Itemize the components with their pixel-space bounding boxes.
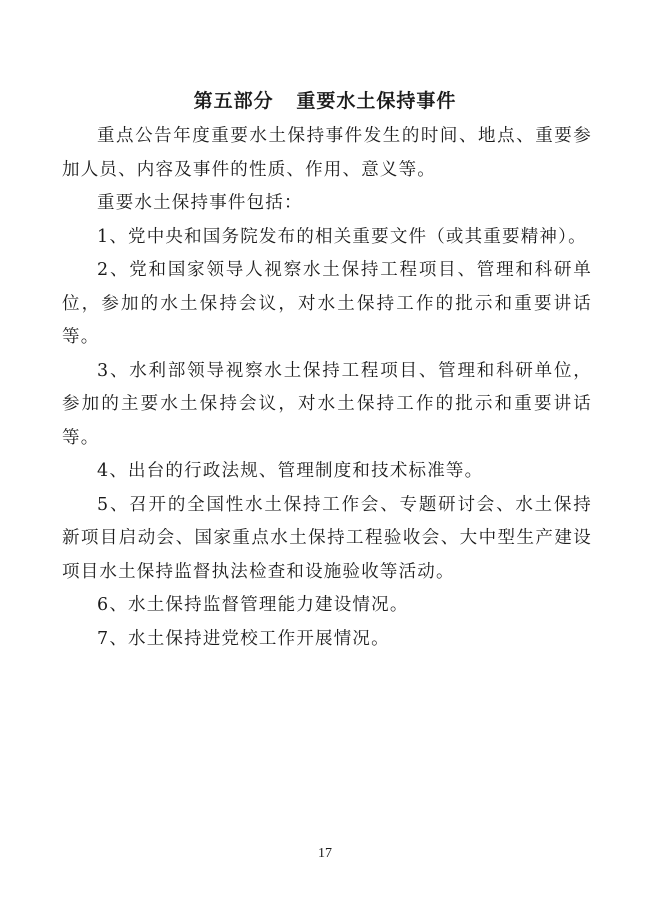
document-body xyxy=(62,120,592,656)
paragraph-intro: 重点公告年度重要水土保持事件发生的时间、地点、重要参加人员、内容及事件的性质、作用、意义等。 xyxy=(62,126,592,180)
paragraph-list-heading: 重要水土保持事件包括： xyxy=(97,193,303,213)
list-item-3: 3、水利部领导视察水土保持工程项目、管理和科研单位，参加的主要水土保持会议，对水土保持工作的批示和重要讲话等。 xyxy=(62,360,592,448)
section-title: 第五部分 重要水土保持事件 xyxy=(193,90,457,112)
list-item-5: 5、召开的全国性水土保持工作会、专题研讨会、水土保持新项目启动会、国家重点水土保持工程验收会、大中型生产建设项目水土保持监督执法检查和设施验收等活动。 xyxy=(62,494,592,582)
list-item-7: 7、水土保持进党校工作开展情况。 xyxy=(97,628,390,649)
list-item-4: 4、出台的行政法规、管理制度和技术标准等。 xyxy=(97,461,484,481)
list-item-1: 1、党中央和国务院发布的相关重要文件（或其重要精神）。 xyxy=(97,226,587,247)
list-item-6: 6、水土保持监督管理能力建设情况。 xyxy=(97,595,409,615)
list-item-2: 2、党和国家领导人视察水土保持工程项目、管理和科研单位，参加的水土保持会议，对水土保持工作的批示和重要讲话等。 xyxy=(62,260,592,347)
page-number: 17 xyxy=(318,846,332,861)
